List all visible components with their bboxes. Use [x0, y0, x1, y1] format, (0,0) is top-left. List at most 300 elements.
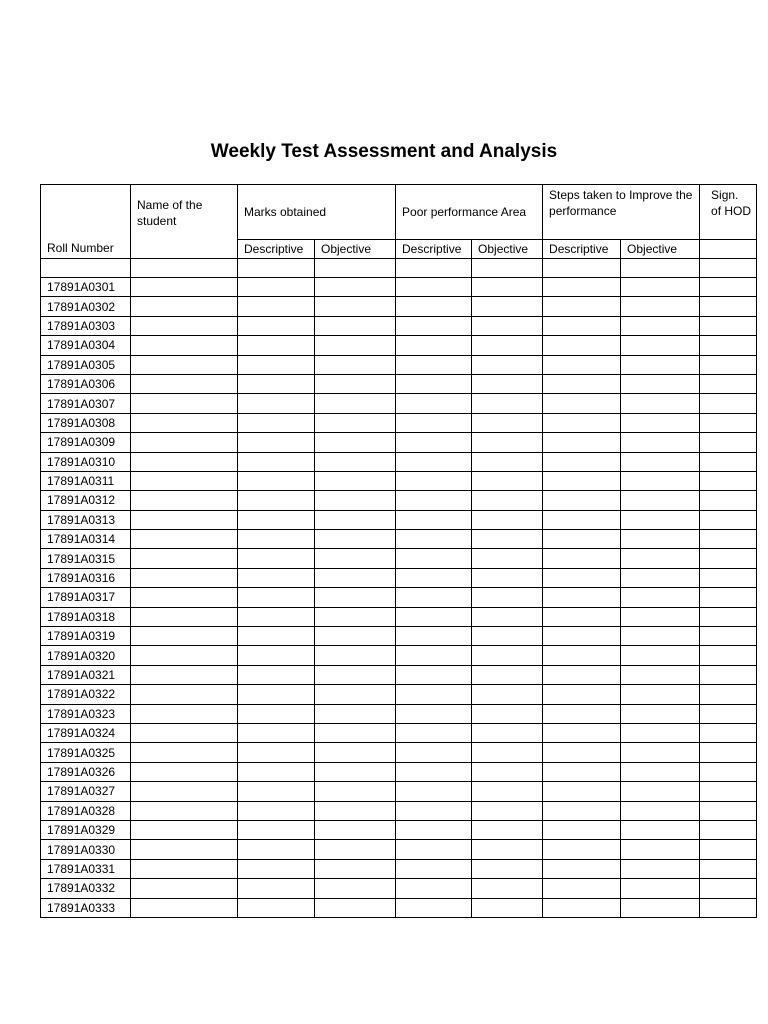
table-cell [396, 879, 472, 898]
table-cell [543, 394, 621, 413]
table-row [41, 433, 757, 452]
table-cell [700, 840, 757, 859]
table-cell [238, 355, 315, 374]
table-row [41, 316, 757, 335]
table-cell [621, 723, 700, 742]
table-cell [238, 762, 315, 781]
table-cell [700, 646, 757, 665]
table-cell [131, 685, 238, 704]
header-poor-performance: Poor performance Area [396, 185, 543, 240]
table-cell [131, 762, 238, 781]
roll-number-cell: 17891A0331 [41, 859, 131, 878]
table-cell [472, 394, 543, 413]
table-cell [472, 510, 543, 529]
roll-number-cell: 17891A0333 [41, 898, 131, 917]
table-cell [238, 588, 315, 607]
roll-number-cell: 17891A0321 [41, 665, 131, 684]
table-cell [315, 510, 396, 529]
table-cell [131, 297, 238, 316]
table-cell [396, 782, 472, 801]
table-cell [621, 355, 700, 374]
table-cell [472, 762, 543, 781]
table-row [41, 336, 757, 355]
table-cell [621, 685, 700, 704]
table-cell [543, 859, 621, 878]
table-cell [472, 646, 543, 665]
table-cell [238, 704, 315, 723]
table-cell [472, 859, 543, 878]
table-cell [543, 278, 621, 297]
table-cell [543, 568, 621, 587]
table-cell [621, 278, 700, 297]
table-cell [621, 665, 700, 684]
table-row [41, 704, 757, 723]
table-cell [621, 879, 700, 898]
table-cell [396, 898, 472, 917]
table-cell [238, 491, 315, 510]
roll-number-cell: 17891A0317 [41, 588, 131, 607]
table-cell [315, 433, 396, 452]
table-cell [315, 336, 396, 355]
table-cell [396, 743, 472, 762]
table-row [41, 374, 757, 393]
table-cell [621, 413, 700, 432]
table-cell [238, 413, 315, 432]
table-cell [472, 452, 543, 471]
table-cell [131, 704, 238, 723]
table-cell [238, 898, 315, 917]
roll-number-cell: 17891A0326 [41, 762, 131, 781]
table-cell [700, 452, 757, 471]
table-cell [238, 568, 315, 587]
table-cell [543, 259, 621, 278]
roll-number-cell: 17891A0330 [41, 840, 131, 859]
table-cell [543, 433, 621, 452]
table-cell [238, 278, 315, 297]
table-cell [396, 685, 472, 704]
table-row [41, 355, 757, 374]
table-row [41, 278, 757, 297]
table-cell [621, 646, 700, 665]
table-cell [543, 413, 621, 432]
table-cell [472, 704, 543, 723]
table-cell [543, 471, 621, 490]
table-row [41, 685, 757, 704]
table-cell [396, 336, 472, 355]
table-cell [238, 316, 315, 335]
table-cell [131, 820, 238, 839]
table-cell [238, 510, 315, 529]
table-cell [396, 646, 472, 665]
table-cell [396, 704, 472, 723]
table-cell [396, 840, 472, 859]
table-cell [700, 859, 757, 878]
table-cell [315, 723, 396, 742]
table-cell [700, 820, 757, 839]
table-cell [700, 259, 757, 278]
table-cell [315, 413, 396, 432]
table-cell [315, 278, 396, 297]
table-row [41, 510, 757, 529]
table-cell [543, 452, 621, 471]
table-cell [315, 801, 396, 820]
table-cell [621, 530, 700, 549]
table-cell [472, 588, 543, 607]
table-cell [543, 665, 621, 684]
subheader-poor-objective: Objective [472, 240, 543, 259]
table-body [41, 259, 757, 918]
table-cell [131, 782, 238, 801]
roll-number-cell: 17891A0327 [41, 782, 131, 801]
table-cell [131, 588, 238, 607]
table-cell [700, 530, 757, 549]
table-cell [315, 879, 396, 898]
roll-number-cell: 17891A0302 [41, 297, 131, 316]
roll-number-cell: 17891A0313 [41, 510, 131, 529]
table-cell [396, 801, 472, 820]
table-cell [131, 413, 238, 432]
table-cell [700, 723, 757, 742]
table-cell [700, 433, 757, 452]
table-row [41, 762, 757, 781]
header-sign-hod [700, 185, 757, 240]
table-cell [238, 530, 315, 549]
header-marks-obtained: Marks obtained [238, 185, 396, 240]
table-cell [131, 394, 238, 413]
table-cell [238, 685, 315, 704]
table-cell [700, 704, 757, 723]
table-cell [621, 491, 700, 510]
table-cell [396, 394, 472, 413]
table-row [41, 568, 757, 587]
table-cell [700, 801, 757, 820]
table-row [41, 607, 757, 626]
table-cell [238, 782, 315, 801]
table-cell [396, 762, 472, 781]
table-cell [238, 627, 315, 646]
roll-number-cell: 17891A0329 [41, 820, 131, 839]
table-cell [621, 259, 700, 278]
table-cell [621, 704, 700, 723]
table-cell [396, 491, 472, 510]
table-cell [700, 607, 757, 626]
table-cell [621, 549, 700, 568]
table-cell [315, 762, 396, 781]
table-cell [700, 471, 757, 490]
table-cell [315, 374, 396, 393]
roll-number-cell: 17891A0306 [41, 374, 131, 393]
table-cell [396, 259, 472, 278]
table-cell [315, 665, 396, 684]
table-cell [131, 743, 238, 762]
table-cell [543, 530, 621, 549]
table-cell [700, 413, 757, 432]
table-row [41, 665, 757, 684]
table-row [41, 782, 757, 801]
table-cell [396, 549, 472, 568]
table-cell [621, 859, 700, 878]
table-cell [315, 491, 396, 510]
table-cell [472, 336, 543, 355]
table-cell [315, 646, 396, 665]
table-cell [396, 316, 472, 335]
header-student-name [131, 185, 238, 259]
table-cell [238, 607, 315, 626]
table-cell [315, 588, 396, 607]
table-cell [131, 491, 238, 510]
table-cell [131, 859, 238, 878]
table-cell [238, 452, 315, 471]
roll-number-cell: 17891A0315 [41, 549, 131, 568]
table-cell [238, 471, 315, 490]
table-cell [543, 801, 621, 820]
table-row [41, 627, 757, 646]
table-cell [131, 374, 238, 393]
table-cell [315, 297, 396, 316]
table-row [41, 452, 757, 471]
header-steps-taken: Steps taken to Improve the performance [543, 185, 700, 240]
table-cell [131, 627, 238, 646]
table-cell [472, 723, 543, 742]
table-cell [238, 336, 315, 355]
table-cell [700, 336, 757, 355]
table-cell [315, 743, 396, 762]
table-row [41, 394, 757, 413]
table-cell [315, 685, 396, 704]
table-cell [543, 743, 621, 762]
page-title: Weekly Test Assessment and Analysis [210, 141, 558, 162]
table-cell [315, 316, 396, 335]
table-cell [131, 278, 238, 297]
table-cell [700, 510, 757, 529]
table-cell [543, 336, 621, 355]
table-cell [621, 316, 700, 335]
table-cell [621, 820, 700, 839]
table-cell [315, 355, 396, 374]
table-cell [621, 297, 700, 316]
table-cell [543, 510, 621, 529]
table-cell [472, 743, 543, 762]
table-cell [238, 723, 315, 742]
table-cell [238, 743, 315, 762]
table-row [41, 723, 757, 742]
table-cell [621, 568, 700, 587]
table-cell [472, 259, 543, 278]
table-cell [543, 607, 621, 626]
subheader-steps-objective: Objective [621, 240, 700, 259]
table-cell [472, 530, 543, 549]
table-cell [131, 452, 238, 471]
table-cell [131, 530, 238, 549]
table-cell [543, 898, 621, 917]
roll-number-cell: 17891A0301 [41, 278, 131, 297]
table-cell [238, 297, 315, 316]
subheader-marks-objective: Objective [315, 240, 396, 259]
table-row [41, 743, 757, 762]
table-cell [543, 491, 621, 510]
roll-number-cell: 17891A0325 [41, 743, 131, 762]
table-cell [396, 297, 472, 316]
table-cell [700, 743, 757, 762]
table-cell [131, 355, 238, 374]
roll-number-cell: 17891A0314 [41, 530, 131, 549]
table-cell [472, 355, 543, 374]
table-cell [131, 879, 238, 898]
table-cell [315, 471, 396, 490]
table-cell [472, 898, 543, 917]
table-cell [543, 627, 621, 646]
roll-number-cell: 17891A0310 [41, 452, 131, 471]
table-cell [621, 840, 700, 859]
table-cell [396, 607, 472, 626]
roll-number-cell: 17891A0309 [41, 433, 131, 452]
table-cell [315, 259, 396, 278]
table-cell [238, 840, 315, 859]
roll-number-cell: 17891A0307 [41, 394, 131, 413]
table-cell [315, 859, 396, 878]
table-cell [131, 259, 238, 278]
table-cell [700, 491, 757, 510]
table-cell [396, 627, 472, 646]
table-cell [396, 413, 472, 432]
table-cell [543, 646, 621, 665]
table-row [41, 530, 757, 549]
table-cell [315, 568, 396, 587]
table-cell [543, 704, 621, 723]
table-row [41, 898, 757, 917]
table-cell [472, 782, 543, 801]
table-cell [621, 510, 700, 529]
table-cell [543, 723, 621, 742]
table-cell [131, 723, 238, 742]
table-cell [131, 471, 238, 490]
roll-number-cell: 17891A0316 [41, 568, 131, 587]
table-row [41, 413, 757, 432]
table-cell [543, 355, 621, 374]
table-cell [700, 374, 757, 393]
header-row [41, 185, 757, 240]
table-cell [621, 607, 700, 626]
table-cell [543, 588, 621, 607]
table-row [41, 859, 757, 878]
table-cell [621, 452, 700, 471]
table-cell [472, 471, 543, 490]
table-cell [472, 665, 543, 684]
table-cell [238, 259, 315, 278]
table-cell [396, 723, 472, 742]
roll-number-cell: 17891A0304 [41, 336, 131, 355]
table-cell [621, 898, 700, 917]
table-cell [472, 607, 543, 626]
table-cell [472, 491, 543, 510]
roll-number-cell: 17891A0328 [41, 801, 131, 820]
table-cell [472, 374, 543, 393]
table-cell [131, 316, 238, 335]
table-cell [621, 743, 700, 762]
table-cell [472, 879, 543, 898]
table-cell [131, 840, 238, 859]
table-cell [472, 627, 543, 646]
table-cell [543, 762, 621, 781]
table-cell [131, 433, 238, 452]
table-cell [621, 801, 700, 820]
table-cell [700, 588, 757, 607]
table-cell [131, 336, 238, 355]
roll-number-cell: 17891A0318 [41, 607, 131, 626]
table-cell [621, 627, 700, 646]
table-cell [315, 549, 396, 568]
table-cell [238, 374, 315, 393]
table-cell [543, 820, 621, 839]
table-cell [396, 665, 472, 684]
table-cell [238, 859, 315, 878]
table-cell [543, 685, 621, 704]
table-cell [131, 549, 238, 568]
roll-number-cell: 17891A0305 [41, 355, 131, 374]
table-cell [131, 898, 238, 917]
table-cell [396, 510, 472, 529]
table-cell [131, 665, 238, 684]
table-row [41, 801, 757, 820]
table-cell [396, 859, 472, 878]
table-cell [472, 297, 543, 316]
table-cell [396, 568, 472, 587]
table-cell [396, 452, 472, 471]
table-cell [396, 471, 472, 490]
table-cell [472, 278, 543, 297]
table-cell [472, 433, 543, 452]
table-cell [700, 665, 757, 684]
table-cell [315, 607, 396, 626]
roll-number-cell: 17891A0311 [41, 471, 131, 490]
table-cell [472, 413, 543, 432]
header-roll-number: Roll Number [41, 185, 131, 259]
table-cell [238, 879, 315, 898]
table-cell [238, 433, 315, 452]
table-cell [621, 782, 700, 801]
table-cell [315, 782, 396, 801]
table-cell [543, 374, 621, 393]
roll-number-cell: 17891A0320 [41, 646, 131, 665]
table-cell [543, 840, 621, 859]
table-cell [472, 316, 543, 335]
table-cell [131, 646, 238, 665]
subheader-sign-blank [700, 240, 757, 259]
table-row [41, 491, 757, 510]
header-student-name-label: Name of the student [137, 197, 203, 228]
table-cell [700, 762, 757, 781]
table-cell [621, 433, 700, 452]
table-cell [543, 879, 621, 898]
roll-number-cell: 17891A0319 [41, 627, 131, 646]
table-cell [315, 394, 396, 413]
table-cell [472, 801, 543, 820]
table-cell [396, 588, 472, 607]
table-cell [543, 782, 621, 801]
table-row [41, 471, 757, 490]
table-cell [315, 704, 396, 723]
table-cell [41, 259, 131, 278]
subheader-marks-descriptive: Descriptive [238, 240, 315, 259]
table-cell [700, 898, 757, 917]
table-cell [396, 433, 472, 452]
blank-row [41, 259, 757, 278]
table-cell [621, 336, 700, 355]
table-cell [700, 297, 757, 316]
table-cell [700, 355, 757, 374]
roll-number-cell: 17891A0324 [41, 723, 131, 742]
table-cell [396, 530, 472, 549]
